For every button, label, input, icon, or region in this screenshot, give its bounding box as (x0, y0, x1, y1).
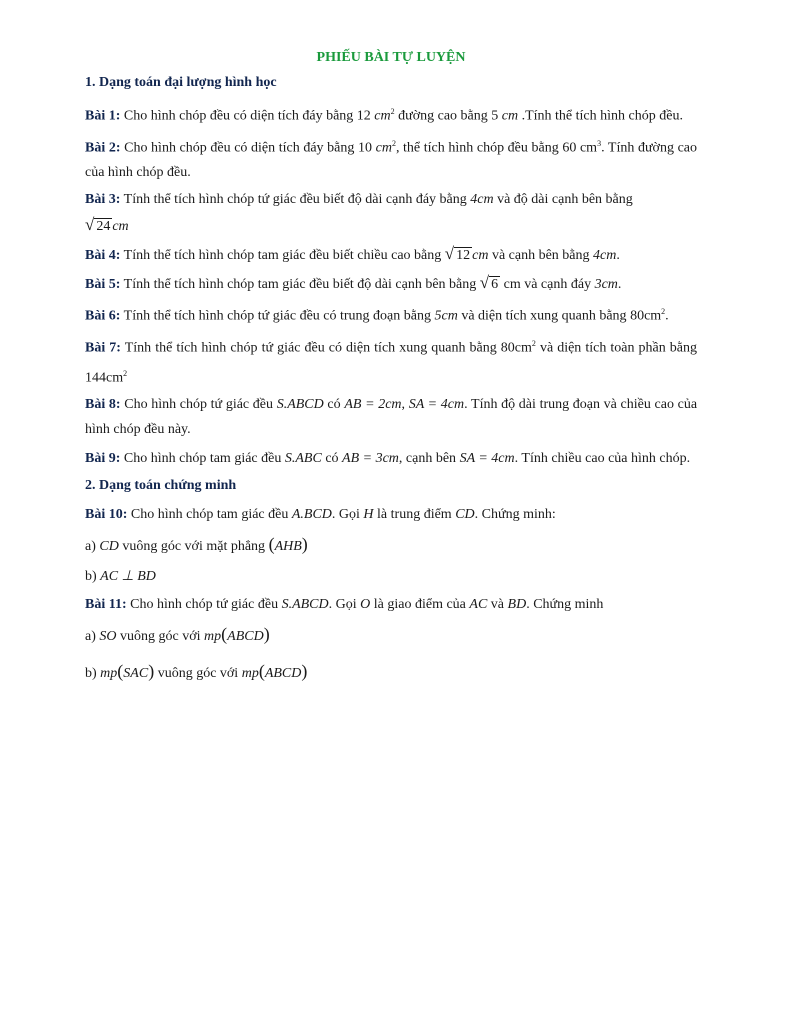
math: ABCD (227, 629, 264, 645)
text: vuông góc với (157, 666, 239, 682)
text: vuông góc với (120, 629, 201, 645)
exercise-6 (85, 299, 697, 329)
exercise-11-part-b (85, 656, 697, 689)
math: SA = 4cm (459, 451, 515, 467)
section-heading-1: 1. Dạng toán đại lượng hình học (85, 75, 277, 90)
exercise-label: Bài 10: (85, 507, 128, 523)
text: và (490, 597, 505, 613)
math: SA = 4cm (408, 397, 465, 413)
math: 144cm (85, 370, 124, 386)
text: .Tính thể tích hình chóp đều. (521, 108, 683, 124)
exercise-11-part-a (85, 619, 697, 652)
math-unit: cm (374, 108, 391, 124)
exponent: 2 (391, 138, 396, 148)
text: đường cao bằng (398, 108, 488, 124)
text: Tính thể tích hình chóp tam giác đều biết chiều cao bằng (123, 248, 442, 264)
text: là giao điểm của (373, 597, 466, 613)
math: S.ABCD (276, 397, 324, 413)
exercise-label: Bài 11: (85, 597, 127, 613)
exercise-5 (85, 270, 697, 297)
paren-open: ( (258, 661, 265, 682)
exercise-10 (85, 502, 697, 527)
math-unit: cm (501, 108, 519, 124)
math: 3cm (594, 277, 618, 293)
text: . (617, 277, 622, 293)
text: Cho hình chóp tam giác đều (123, 451, 282, 467)
text: . Chứng minh: (474, 507, 556, 523)
text: Cho hình chóp đều có diện tích đáy bằng (124, 140, 355, 156)
math: CD (99, 539, 119, 555)
text: cm và cạnh đáy (503, 277, 592, 293)
math: 80cm (630, 308, 662, 324)
text: và diện tích xung quanh bằng (461, 308, 627, 324)
exponent: 2 (531, 338, 536, 348)
exercise-label: Bài 3: (85, 192, 121, 208)
paren-close: ) (301, 534, 308, 555)
text: là trung điểm (377, 507, 452, 523)
math: 6 (491, 277, 499, 293)
math: CD (455, 507, 475, 523)
math: AC (469, 597, 488, 613)
text: , (401, 397, 406, 413)
text: Cho hình chóp tam giác đều (130, 507, 289, 523)
text: Tính thể tích hình chóp tứ giác đều có trung đoạn bằng (123, 308, 431, 324)
exercise-label: Bài 5: (85, 277, 121, 293)
paren-close: ) (301, 661, 308, 682)
paren-open: ( (221, 624, 228, 645)
exercise-label: Bài 2: (85, 140, 121, 156)
exercise-10-part-b (85, 562, 697, 592)
page-title: PHIẾU BÀI TỰ LUYỆN (316, 50, 466, 65)
part-label: b) (85, 666, 97, 682)
math: O (360, 597, 371, 613)
text: , cạnh bên (398, 451, 457, 467)
text: và diện tích toàn phần bằng (539, 340, 698, 356)
sqrt-icon: √ (479, 273, 490, 293)
exercise-label: Bài 9: (85, 451, 121, 467)
math-unit: cm (375, 140, 392, 156)
part-label: a) (85, 539, 96, 555)
text: Cho hình chóp tứ giác đều (130, 597, 279, 613)
math: 4cm (593, 248, 617, 264)
math: mp (100, 666, 118, 682)
text: . Tính đường cao của hình chóp đều. (85, 140, 697, 181)
text: . Tính độ dài trung đoạn và chiều cao của hình chóp đều này. (85, 397, 698, 438)
exponent: 2 (661, 307, 666, 317)
text: . Gọi (331, 507, 360, 523)
sqrt-icon: √ (85, 215, 95, 235)
math: SO (99, 629, 117, 645)
math: AHB (274, 539, 302, 555)
math: ABCD (264, 666, 302, 682)
exercise-label: Bài 6: (85, 308, 121, 324)
text: , thể tích hình chóp đều bằng (395, 140, 559, 156)
math: 10 (358, 140, 372, 156)
math: S.ABC (284, 451, 322, 467)
text: có (327, 397, 341, 413)
math: AB = 3cm (342, 451, 399, 467)
section-heading-2: 2. Dạng toán chứng minh (85, 478, 237, 494)
part-label: a) (85, 629, 96, 645)
sqrt-icon: √ (444, 244, 455, 264)
paren-close: ) (263, 624, 270, 645)
math-unit: cm (112, 219, 129, 235)
text: Cho hình chóp đều có diện tích đáy bằng (123, 108, 354, 124)
exercise-9 (85, 444, 697, 474)
exponent: 2 (390, 107, 395, 116)
math-unit: cm (472, 248, 489, 264)
math: BD (507, 597, 527, 613)
exercise-1 (85, 99, 697, 129)
math: H (363, 507, 374, 523)
math: 60 cm (562, 140, 598, 156)
exercise-2 (85, 131, 697, 186)
exercise-7 (85, 331, 697, 390)
text: vuông góc với mặt phẳng (122, 539, 266, 555)
text: . (616, 248, 620, 264)
text: . Chứng minh (526, 597, 604, 613)
math: AB = 2cm (344, 397, 402, 413)
paren-open: ( (117, 661, 124, 682)
exercise-label: Bài 1: (85, 108, 121, 124)
math: AC ⊥ BD (100, 569, 156, 585)
text: và cạnh bên bằng (491, 248, 590, 264)
exercise-11 (85, 592, 697, 617)
text: có (325, 451, 339, 467)
exercise-label: Bài 8: (85, 397, 121, 413)
math: SAC (123, 666, 149, 682)
math: 12 (356, 108, 371, 124)
exponent: 3 (597, 138, 602, 148)
math: 80cm (500, 340, 532, 356)
paren-open: ( (268, 534, 275, 555)
math: S.ABCD (281, 597, 329, 613)
text: . Gọi (328, 597, 357, 613)
math: mp (241, 666, 259, 682)
exercise-8 (85, 392, 697, 442)
worksheet (85, 50, 697, 689)
exercise-3 (85, 187, 697, 239)
text: Tính thể tích hình chóp tứ giác đều biết độ dài cạnh đáy bằng (123, 192, 467, 208)
exponent: 2 (123, 368, 128, 378)
math: A.BCD (291, 507, 332, 523)
exercise-label: Bài 7: (85, 340, 121, 356)
text: Tính thể tích hình chóp tam giác đều biết độ dài cạnh bên bằng (123, 277, 477, 293)
text: . (665, 308, 669, 324)
exercise-4 (85, 241, 697, 268)
part-label: b) (85, 569, 97, 585)
text: Cho hình chóp tứ giác đều (124, 397, 274, 413)
text: . Tính chiều cao của hình chóp. (514, 451, 691, 467)
math: 12 (456, 248, 471, 264)
exercise-label: Bài 4: (85, 248, 121, 264)
math: 4cm (470, 192, 494, 208)
exercise-10-part-a (85, 529, 697, 562)
text: Tính thể tích hình chóp tứ giác đều có diện tích xung quanh bằng (124, 340, 497, 356)
math: 5 (491, 108, 499, 124)
paren-close: ) (148, 661, 155, 682)
math: 24 (96, 219, 111, 235)
text: và độ dài cạnh bên bằng (497, 192, 633, 208)
math: 5cm (434, 308, 458, 324)
math: mp (204, 629, 222, 645)
